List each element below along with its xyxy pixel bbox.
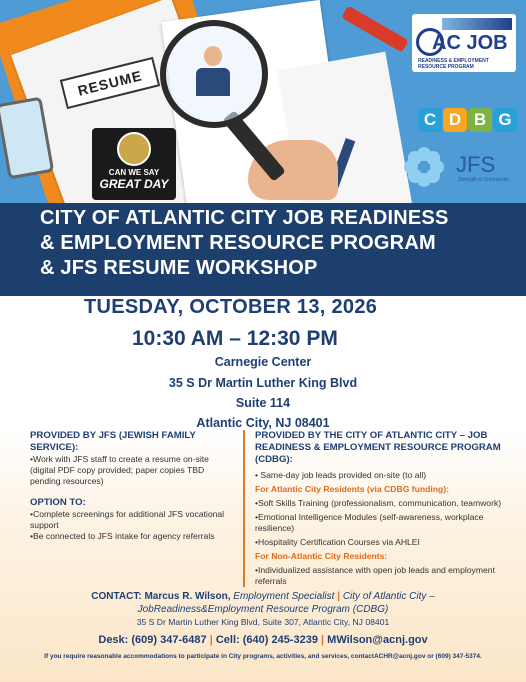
jfs-logo-text: JFS <box>456 152 496 177</box>
highlighter-illustration <box>341 5 409 52</box>
event-date: TUESDAY, OCTOBER 13, 2026 <box>84 296 378 318</box>
accommodation-footnote: If you require reasonable accommodations to participate in City programs, activities, and services, contactACHR@acnj.gov or (609) 347-5374. <box>44 653 482 660</box>
title-line2: & EMPLOYMENT RESOURCE PROGRAM <box>40 232 436 254</box>
city-item: • Same-day job leads provided on-site (to all) <box>255 470 427 480</box>
contact-org: City of Atlantic City – <box>342 591 435 602</box>
jfs-services-column <box>30 430 235 542</box>
contact-address: 35 S Dr Martin Luther King Blvd, Suite 307, Atlantic City, NJ 08401 <box>136 617 390 627</box>
ac-item: •Hospitality Certification Courses via AHLEI <box>255 537 420 547</box>
skyline-icon <box>442 18 512 30</box>
option-item: •Be connected to JFS intake for agency referrals <box>30 531 215 541</box>
non-ac-item: •Individualized assistance with open job leads and employment referrals <box>255 565 495 586</box>
person-icon <box>196 46 230 96</box>
desk-phone[interactable]: Desk: (609) 347-6487 <box>98 634 207 646</box>
venue-name: Carnegie Center <box>214 355 312 369</box>
ac-item: •Emotional Intelligence Modules (self-awareness, workplace resilience) <box>255 512 484 533</box>
badge-line2: GREAT DAY <box>99 177 169 191</box>
cell-phone[interactable]: Cell: (640) 245-3239 <box>215 634 318 646</box>
can-we-say-great-day-badge <box>92 128 176 200</box>
jfs-logo-subtext: Strength in Community <box>458 177 509 183</box>
event-time: 10:30 AM – 12:30 PM <box>132 327 338 350</box>
logo-ac-subtext: READINESS & EMPLOYMENT RESOURCE PROGRAM <box>418 58 489 70</box>
city-heading: PROVIDED BY THE CITY OF ATLANTIC CITY – JOB READINESS & EMPLOYMENT RESOURCE PROGRAM (CDBG): <box>255 430 501 465</box>
contact-org-line: JobReadiness&Employment Resource Program (CDBG) <box>137 604 389 615</box>
event-title <box>40 206 520 281</box>
jfs-item: •Work with JFS staff to create a resume on-site (digital PDF copy provided; paper copies TBD pending resources) <box>30 454 209 486</box>
city-services-column <box>243 430 520 587</box>
logo-ac-text: AC JOB <box>432 32 508 54</box>
jfs-heading: PROVIDED BY JFS (JEWISH FAMILY SERVICE): <box>30 430 196 453</box>
contact-title: Employment Specialist <box>233 591 335 602</box>
cdbg-logo <box>418 108 518 132</box>
city-seal-icon <box>117 132 151 166</box>
title-line1: CITY OF ATLANTIC CITY JOB READINESS <box>40 207 449 229</box>
magnifier-icon <box>160 20 268 128</box>
cdbg-letter: B <box>468 108 492 132</box>
option-heading: OPTION TO: <box>30 497 86 508</box>
contact-label: CONTACT: <box>91 591 142 602</box>
venue-street: 35 S Dr Martin Luther King Blvd <box>168 376 358 390</box>
cdbg-letter: D <box>443 108 467 132</box>
ac-residents-heading: For Atlantic City Residents (via CDBG funding): <box>255 484 450 494</box>
jfs-flower-icon <box>404 147 444 187</box>
cdbg-letter: C <box>418 108 442 132</box>
contact-line: CONTACT: Marcus R. Wilson, Employment Specialist | City of Atlantic City – <box>91 591 435 602</box>
option-item: •Complete screenings for additional JFS vocational support <box>30 509 225 530</box>
title-line3: & JFS RESUME WORKSHOP <box>40 257 318 279</box>
contact-phones: Desk: (609) 347-6487 | Cell: (640) 245-3239 | MWilson@acnj.gov <box>98 634 428 646</box>
venue-suite: Suite 114 <box>235 396 291 410</box>
ac-job-logo <box>412 14 516 72</box>
non-ac-heading: For Non-Atlantic City Residents: <box>255 551 388 561</box>
contact-name: Marcus R. Wilson, <box>144 591 231 602</box>
cdbg-letter: G <box>493 108 517 132</box>
ac-item: •Soft Skills Training (professionalism, communication, teamwork) <box>255 498 502 508</box>
badge-line1: CAN WE SAY <box>108 168 160 177</box>
resume-tag: RESUME <box>60 57 160 109</box>
hero-image <box>0 0 526 203</box>
contact-email-link[interactable]: MWilson@acnj.gov <box>327 634 428 646</box>
venue-city: Atlantic City, NJ 08401 <box>196 416 330 430</box>
